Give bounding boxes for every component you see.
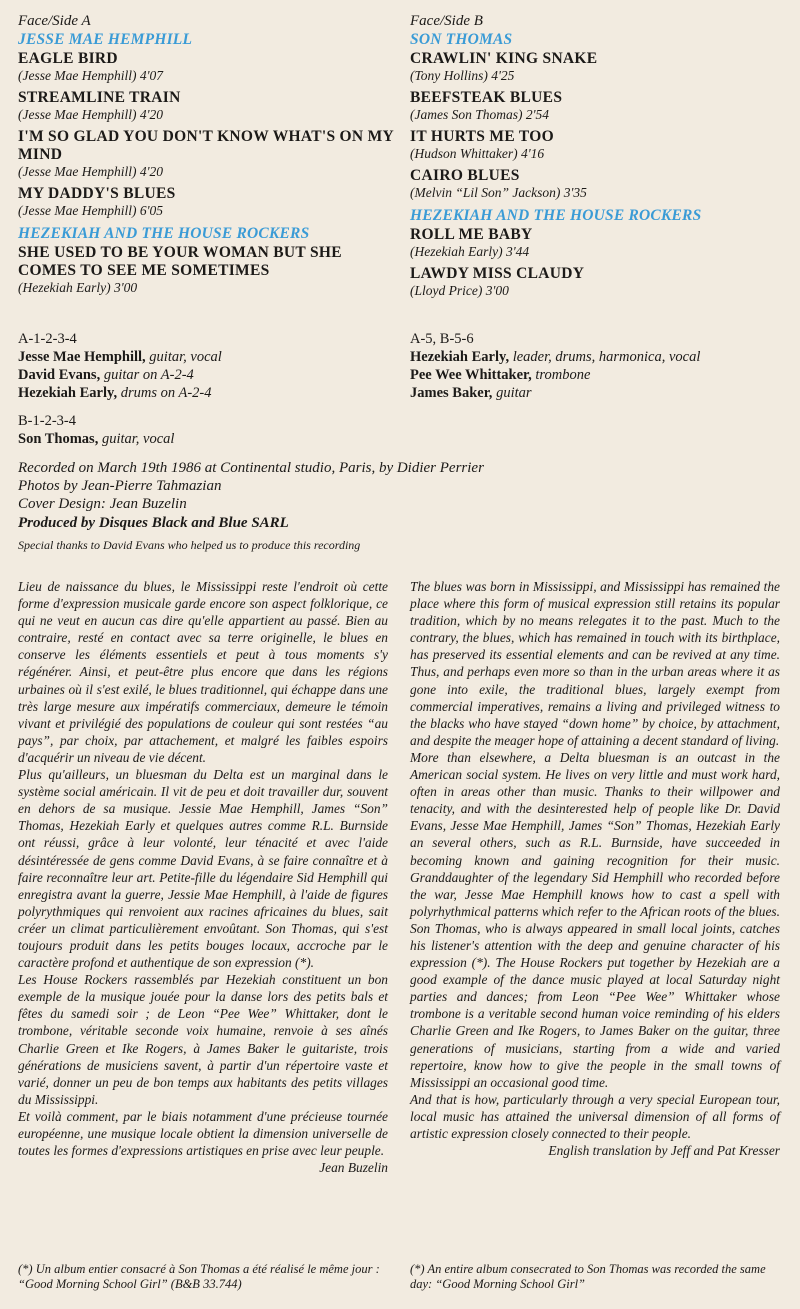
track-title: IT HURTS ME TOO — [410, 128, 554, 145]
track-a3 — [18, 128, 396, 180]
track-b2 — [410, 89, 788, 123]
track-credit: (Tony Hollins) 4'25 — [410, 68, 515, 83]
personnel-heading: B-1-2-3-4 — [18, 413, 76, 429]
track-title: I'M SO GLAD YOU DON'T KNOW WHAT'S ON MY MIND — [18, 128, 394, 163]
track-a5 — [18, 244, 396, 296]
personnel-line: James Baker, guitar — [410, 385, 532, 401]
track-credit: (Jesse Mae Hemphill) 4'20 — [18, 107, 163, 122]
cover-design-line: Cover Design: Jean Buzelin — [18, 496, 187, 512]
thanks-line: Special thanks to David Evans who helped us to produce this recording — [18, 538, 361, 552]
side-b-tracklist — [410, 12, 788, 304]
track-credit: (Hezekiah Early) 3'00 — [18, 280, 138, 295]
track-title: SHE USED TO BE YOUR WOMAN BUT SHE COMES TO SEE ME SOMETIMES — [18, 244, 342, 279]
recording-credits — [18, 459, 788, 553]
recorded-line: Recorded on March 19th 1986 at Continental studio, Paris, by Didier Perrier — [18, 460, 484, 476]
essay-signature: English translation by Jeff and Pat Kresser — [548, 1143, 780, 1159]
personnel-line: David Evans, guitar on A-2-4 — [18, 367, 194, 383]
track-credit: (Jesse Mae Hemphill) 4'20 — [18, 164, 163, 179]
track-b6 — [410, 265, 788, 299]
side-b-artist-2: HEZEKIAH AND THE HOUSE ROCKERS — [410, 207, 702, 224]
side-a-artist-1: JESSE MAE HEMPHILL — [18, 31, 193, 48]
essay-paragraph: More than elsewhere, a Delta bluesman is an outcast in the American social system. He lives on very little and must work hard, often in areas other than music. Thanks to their willpower and tenacity, and with the desinterested help of people like Dr. David Evans, Jesse Mae Hemphill, James “Son” Thomas, Hezekiah Early an several others, such as R.L. Burnside, have succeeded in becoming known and gaining recognition for their music. Granddaughter of the legendary Sid Hemphill who recorded before the war, Jesse Mae Hemphill knows how to cast a spell with polyrhythmical patterns which refer to the African roots of the blues. Son Thomas, who is always appeared in small local joints, catches his listener's attention with the deep and genuine character of his expression (*). The House Rockers put together by Hezekiah are a good example of the dance music played at local Saturday night parties and dances; from Leon “Pee Wee” Whittaker whose trombone is a veritable second human voice reminding of his elders Charlie Green and Ike Rogers, to James Baker on the guitar, three generations of musicians, starting from a wide and varied repertoire, know how to give the people in the small towns of Mississippi an occasional good time. — [410, 749, 780, 1090]
personnel-line: Son Thomas, guitar, vocal — [18, 431, 175, 447]
track-title: BEEFSTEAK BLUES — [410, 89, 563, 106]
personnel-group-a — [18, 330, 398, 402]
track-a2 — [18, 89, 396, 123]
track-a1 — [18, 50, 396, 84]
track-title: CAIRO BLUES — [410, 167, 520, 184]
side-a-label: Face/Side A — [18, 13, 91, 29]
track-title: ROLL ME BABY — [410, 226, 533, 243]
side-a-artist-2: HEZEKIAH AND THE HOUSE ROCKERS — [18, 225, 310, 242]
essay-paragraph: The blues was born in Mississippi, and Mississippi has remained the place where this form of musical expression still retains its popular tradition, which by no means relegates it to the past. Much to the contrary, the blues, which has remained in touch with its birthplace, has preserved its essential elements and can be revived at any time. Thus, and perhaps even more so than in the urban areas where it as gone into exile, the traditional blues, largely exempt from commercial imperatives, remains a living and privileged witness to the blacks who have stayed “down home” by choice, by attachment, and despite the meager hope of attaining a decent standard of living. — [410, 579, 780, 748]
footnote-french: (*) Un album entier consacré à Son Thomas a été réalisé le même jour : “Good Morning School Girl” (B&B 33.744) — [18, 1262, 380, 1291]
essay-paragraph: And that is how, particularly through a very special European tour, local music has attained the universal dimension of all forms of artistic expression closely connected to their people. — [410, 1091, 780, 1141]
essay-paragraph: Plus qu'ailleurs, un bluesman du Delta est un marginal dans le système social américain. Il vit de peu et doit travailler dur, souvent en dehors de sa musique. Jessie Mae Hemphill, James “Son” Thomas, Hezekiah Early et quelques autres comme R.L. Burnside ont réussi, grâce à leur volonté, leur ténacité et avec l'aide désintéressée de gens comme David Evans, à se faire connaître et à faire reconnaître leur art. Petite-fille du légendaire Sid Hemphill qui enregistra avant la guerre, Jessie Mae Hemphill, à l'aide de figures polyrythmiques qui renvoient aux racines africaines du blues, sait créer un climat particulièrement envoûtant. Son Thomas, qui s'est toujours produit dans les petits bouges locaux, accroche par le caractère profond et authentique de son expression (*). — [18, 767, 388, 971]
essay-paragraph: Lieu de naissance du blues, le Mississippi reste l'endroit où cette forme d'expression musicale garde encore son aspect folklorique, ce qui ne veut en aucun cas dire qu'elle appartient au passé. Bien au contraire, resté en contact avec sa terre originelle, le blues en conserve les éléments essentiels et peut à tous moments s'y régénérer. Ainsi, et peut-être plus encore que dans les régions urbaines où il s'est exilé, le blues traditionnel, qui échappe dans une très large mesure aux impératifs commerciaux, demeure le témoin vivant et privilégié des populations de couleur qui sont restées “au pays”, par choix, par attachement, et malgré les faibles espoirs d'acquérir un niveau de vie décent. — [18, 579, 388, 765]
personnel-line: Hezekiah Early, leader, drums, harmonica, vocal — [410, 349, 701, 365]
track-credit: (Hezekiah Early) 3'44 — [410, 244, 530, 259]
track-credit: (Jesse Mae Hemphill) 4'07 — [18, 68, 163, 83]
side-b-label: Face/Side B — [410, 13, 483, 29]
side-a-tracklist — [18, 12, 396, 301]
essay-paragraph: Les House Rockers rassemblés par Hezekiah constituent un bon exemple de la musique jouée pour la danse lors des petits bals et fêtes du samedi soir ; de Leon “Pee Wee” Whittaker, dont le trombone, véritable seconde voix humaine, renvoie à ses aînés Charlie Green et Ike Rogers, à James Baker le guitariste, trois générations de musiciens savent, à partir d'un répertoire vaste et varié, donner un peu de bon temps aux habitants des petits villages du Mississippi. — [18, 972, 388, 1107]
track-title: CRAWLIN' KING SNAKE — [410, 50, 598, 67]
personnel-group-c — [410, 330, 790, 402]
track-title: LAWDY MISS CLAUDY — [410, 265, 585, 282]
track-credit: (Hudson Whittaker) 4'16 — [410, 146, 545, 161]
personnel-group-b — [18, 412, 398, 448]
photos-line: Photos by Jean-Pierre Tahmazian — [18, 478, 222, 494]
track-title: EAGLE BIRD — [18, 50, 118, 67]
track-b1 — [410, 50, 788, 84]
track-b5 — [410, 226, 788, 260]
personnel-line: Jesse Mae Hemphill, guitar, vocal — [18, 349, 222, 365]
essay-english — [410, 578, 780, 1159]
track-a4 — [18, 185, 396, 219]
personnel-line: Hezekiah Early, drums on A-2-4 — [18, 385, 212, 401]
personnel-line: Pee Wee Whittaker, trombone — [410, 367, 591, 383]
essay-signature: Jean Buzelin — [319, 1160, 388, 1176]
footnote-english: (*) An entire album consecrated to Son Thomas was recorded the same day: “Good Morning School Girl” — [410, 1262, 766, 1291]
track-credit: (Melvin “Lil Son” Jackson) 3'35 — [410, 185, 587, 200]
side-b-artist-1: SON THOMAS — [410, 31, 513, 48]
essay-paragraph: Et voilà comment, par le biais notamment d'une précieuse tournée européenne, une musique locale obtient la dimension universelle de toutes les formes d'expressions artistiques en prise avec leur peuple. — [18, 1108, 388, 1159]
track-credit: (Lloyd Price) 3'00 — [410, 283, 509, 298]
track-b3 — [410, 128, 788, 162]
track-credit: (Jesse Mae Hemphill) 6'05 — [18, 203, 163, 218]
track-b4 — [410, 167, 788, 201]
track-title: STREAMLINE TRAIN — [18, 89, 181, 106]
track-title: MY DADDY'S BLUES — [18, 185, 176, 202]
essay-french — [18, 578, 388, 1176]
producer-line: Produced by Disques Black and Blue SARL — [18, 515, 289, 531]
track-credit: (James Son Thomas) 2'54 — [410, 107, 550, 122]
personnel-heading: A-1-2-3-4 — [18, 331, 77, 347]
personnel-heading: A-5, B-5-6 — [410, 331, 474, 347]
